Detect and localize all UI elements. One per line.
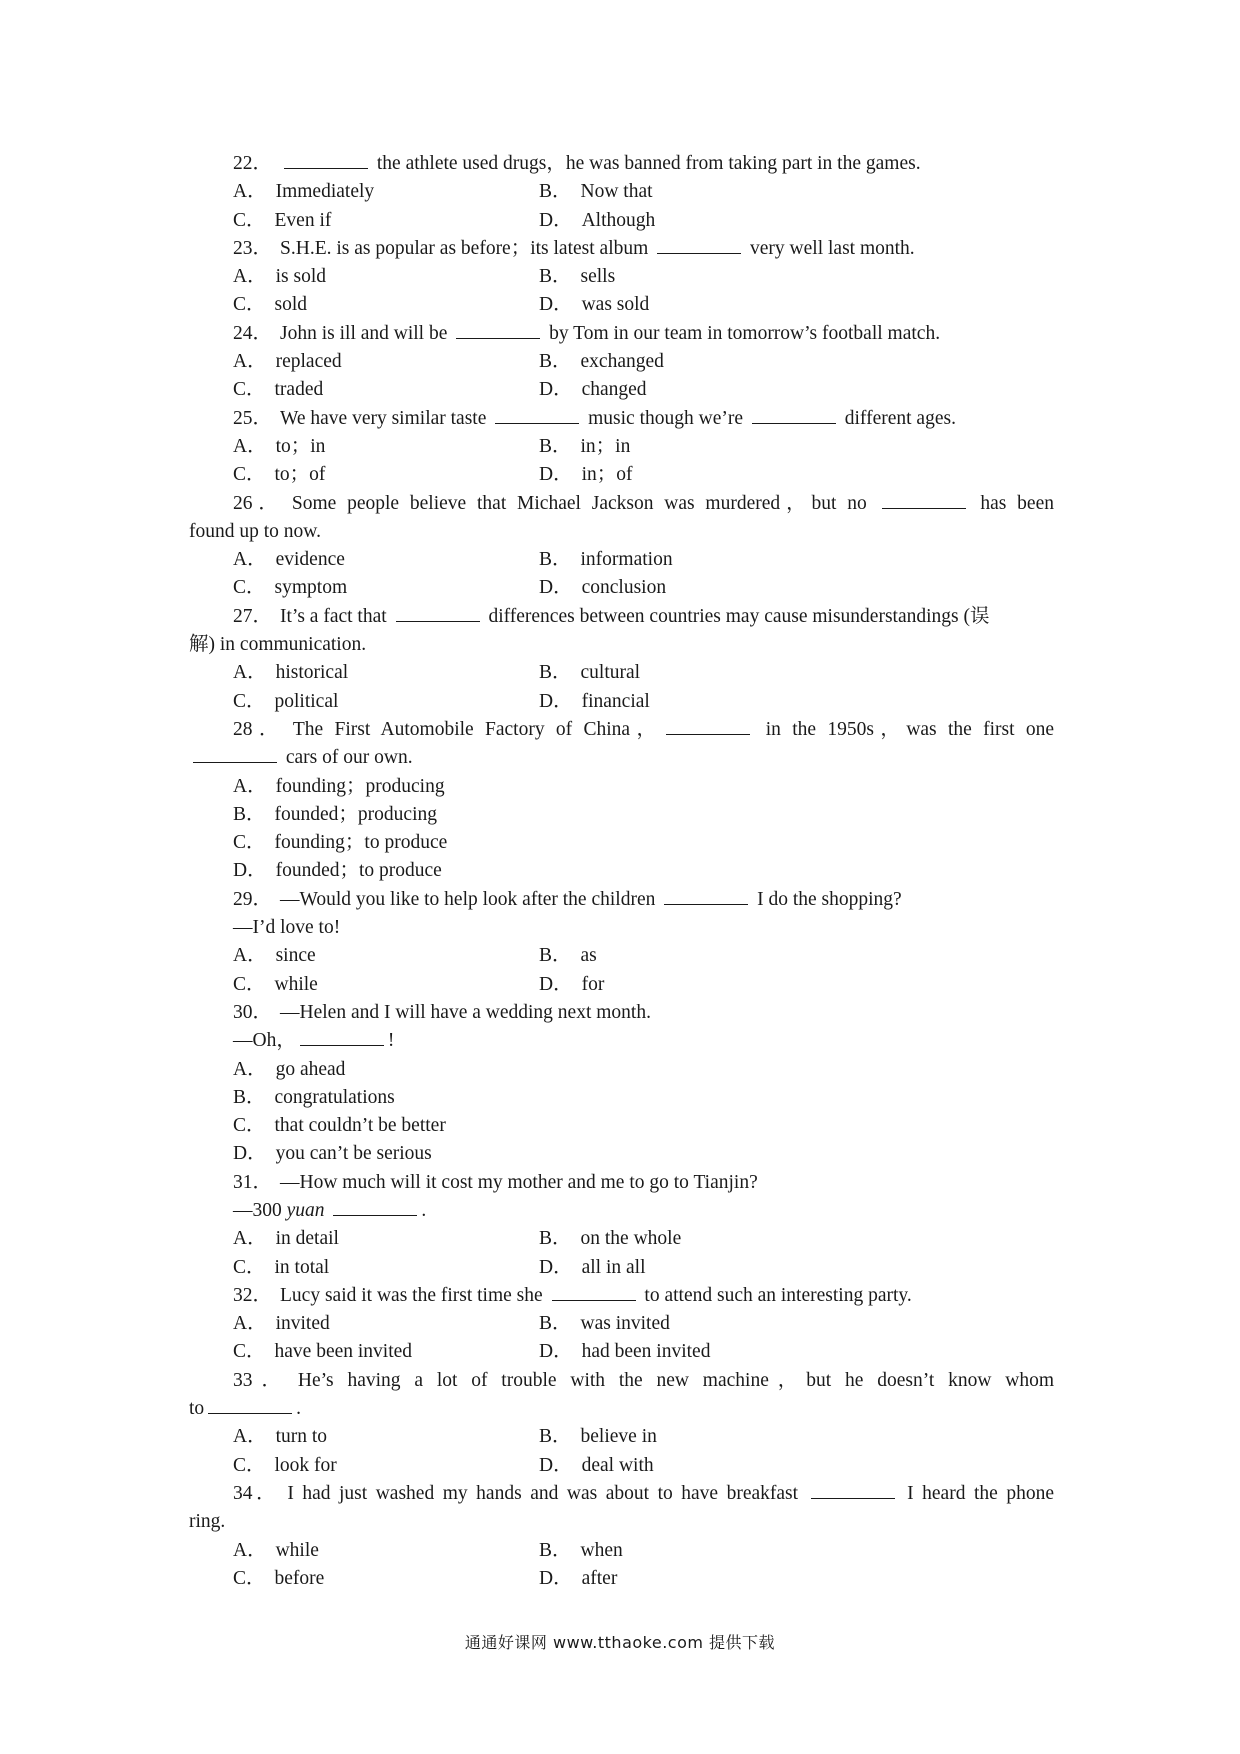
question-item — [189, 1367, 1054, 1480]
option-letter: A． — [233, 549, 267, 571]
answer-option — [189, 1084, 1054, 1112]
option-letter: C． — [233, 1115, 266, 1137]
question-stem-continuation — [189, 1508, 1054, 1536]
option-text: Now that — [580, 181, 653, 203]
option-letter: C． — [233, 1454, 266, 1476]
option-letter: D． — [539, 1256, 573, 1278]
stem-text: —Helen and I will have a wedding next month. — [280, 1001, 651, 1023]
stem-text: ring. — [189, 1511, 226, 1533]
option-letter: B． — [539, 435, 572, 457]
answer-blank — [396, 603, 480, 622]
answer-blank — [811, 1480, 895, 1499]
answer-option — [233, 1310, 539, 1338]
question-stem — [189, 716, 1054, 744]
answer-option — [233, 688, 539, 716]
option-letter: A． — [233, 351, 267, 373]
question-stem — [189, 235, 1054, 263]
option-text: all in all — [581, 1256, 646, 1278]
option-text: turn to — [275, 1426, 328, 1448]
option-text: conclusion — [581, 577, 667, 599]
answer-option — [189, 801, 1054, 829]
answer-option — [539, 546, 673, 574]
answer-option — [233, 1452, 539, 1480]
option-letter: B． — [539, 662, 572, 684]
option-letter: A． — [233, 1539, 267, 1561]
answer-option — [539, 178, 653, 206]
answer-option — [539, 659, 640, 687]
stem-text: Some people believe that Michael Jackson was murdered，but no — [291, 492, 878, 514]
option-letter: C． — [233, 1256, 266, 1278]
option-row — [189, 942, 1054, 970]
stem-text: music though we’re — [583, 407, 748, 429]
option-text: look for — [274, 1454, 337, 1476]
option-text: while — [275, 1539, 319, 1561]
stem-text: very well last month. — [745, 237, 915, 259]
option-row — [189, 1254, 1054, 1282]
answer-option — [233, 546, 539, 574]
question-stem — [189, 1282, 1054, 1310]
option-row — [189, 546, 1054, 574]
question-item — [189, 1480, 1054, 1593]
stem-text: —How much will it cost my mother and me to go to Tianjin? — [280, 1171, 758, 1193]
option-text: changed — [581, 379, 647, 401]
answer-option — [539, 1565, 617, 1593]
answer-option — [189, 1140, 1054, 1168]
stem-text: to attend such an interesting party. — [639, 1284, 912, 1306]
answer-option — [539, 1225, 681, 1253]
option-text: after — [581, 1567, 618, 1589]
answer-option — [233, 971, 539, 999]
option-letter: D． — [233, 860, 267, 882]
question-stem-continuation — [189, 631, 1054, 659]
answer-option — [233, 376, 539, 404]
answer-option — [233, 178, 539, 206]
option-row — [189, 1423, 1054, 1451]
stem-text: John is ill and will be — [280, 322, 453, 344]
option-text: cultural — [580, 662, 641, 684]
answer-blank — [208, 1395, 292, 1414]
stem-text: . — [421, 1199, 427, 1221]
question-number: 25． — [233, 407, 273, 429]
option-text: exchanged — [580, 351, 664, 373]
option-letter: A． — [233, 775, 267, 797]
option-letter: A． — [233, 1058, 267, 1080]
option-row — [189, 1537, 1054, 1565]
stem-text: in the 1950s，was the first one — [754, 718, 1054, 740]
option-letter: D． — [233, 1143, 267, 1165]
question-number: 29． — [233, 888, 273, 910]
italic-text: yuan — [286, 1199, 325, 1221]
question-number: 30． — [233, 1001, 273, 1023]
stem-text: S.H.E. is as popular as before；its latest album — [280, 237, 654, 259]
option-letter: C． — [233, 379, 266, 401]
answer-option — [233, 1225, 539, 1253]
option-letter: B． — [233, 803, 266, 825]
answer-option — [539, 207, 655, 235]
option-text: you can’t be serious — [275, 1143, 432, 1165]
question-stem — [189, 603, 1054, 631]
question-item — [189, 886, 1054, 999]
stem-text: It’s a fact that — [280, 605, 392, 627]
option-letter: A． — [233, 1313, 267, 1335]
answer-option — [233, 291, 539, 319]
stem-text: The First Automobile Factory of China， — [292, 718, 663, 740]
dialogue-reply — [189, 914, 1054, 942]
option-text: in；in — [580, 435, 631, 457]
answer-option — [539, 574, 666, 602]
option-text: in total — [274, 1256, 330, 1278]
option-row — [189, 971, 1054, 999]
question-stem — [189, 490, 1054, 518]
option-letter: B． — [233, 1086, 266, 1108]
option-letter: C． — [233, 294, 266, 316]
option-text: founded；to produce — [275, 860, 442, 882]
answer-option — [189, 1056, 1054, 1084]
option-text: was invited — [580, 1313, 670, 1335]
option-row — [189, 291, 1054, 319]
answer-option — [233, 348, 539, 376]
answer-blank — [300, 1027, 384, 1046]
answer-option — [539, 263, 615, 291]
option-letter: B． — [539, 945, 572, 967]
stem-text: 解) in communication. — [189, 634, 367, 656]
option-letter: D． — [539, 1567, 573, 1589]
question-item — [189, 320, 1054, 405]
option-letter: C． — [233, 973, 266, 995]
option-text: historical — [275, 662, 349, 684]
option-text: invited — [275, 1313, 330, 1335]
option-letter: D． — [539, 209, 573, 231]
answer-option — [233, 1423, 539, 1451]
option-letter: C． — [233, 832, 266, 854]
question-item — [189, 405, 1054, 490]
answer-option — [189, 1112, 1054, 1140]
question-stem — [189, 150, 1054, 178]
option-text: founding；to produce — [274, 832, 448, 854]
answer-blank — [495, 405, 579, 424]
answer-option — [539, 971, 604, 999]
option-row — [189, 1565, 1054, 1593]
option-text: Immediately — [275, 181, 375, 203]
option-text: financial — [581, 690, 650, 712]
answer-option — [233, 942, 539, 970]
option-text: political — [274, 690, 339, 712]
answer-option — [189, 773, 1054, 801]
answer-option — [539, 1423, 657, 1451]
option-text: when — [580, 1539, 623, 1561]
answer-option — [233, 263, 539, 291]
option-text: to；in — [275, 435, 326, 457]
answer-option — [233, 1565, 539, 1593]
answer-blank — [752, 405, 836, 424]
option-row — [189, 263, 1054, 291]
option-text: in detail — [275, 1228, 339, 1250]
option-text: as — [580, 945, 597, 967]
option-text: deal with — [581, 1454, 654, 1476]
option-letter: C． — [233, 464, 266, 486]
stem-text: differences between countries may cause misunderstandings (误 — [483, 605, 990, 627]
option-text: sold — [274, 294, 308, 316]
answer-option — [233, 1338, 539, 1366]
option-text: before — [274, 1567, 325, 1589]
question-number: 33． — [233, 1369, 290, 1391]
answer-option — [189, 829, 1054, 857]
option-letter: B． — [539, 549, 572, 571]
stem-text: Lucy said it was the first time she — [280, 1284, 548, 1306]
question-item — [189, 1282, 1054, 1367]
answer-option — [233, 574, 539, 602]
answer-option — [539, 1452, 654, 1480]
option-letter: B． — [539, 1313, 572, 1335]
answer-blank — [193, 744, 277, 763]
option-letter: A． — [233, 1228, 267, 1250]
option-row — [189, 1225, 1054, 1253]
option-row — [189, 688, 1054, 716]
answer-blank — [552, 1282, 636, 1301]
stem-text: —300 — [233, 1199, 287, 1221]
page-footer: 通通好课网 www.tthaoke.com 提供下载 — [464, 1633, 776, 1652]
question-number: 24． — [233, 322, 273, 344]
option-text: founded；producing — [274, 803, 437, 825]
option-text: traded — [274, 379, 324, 401]
answer-blank — [664, 886, 748, 905]
answer-option — [539, 688, 650, 716]
option-text: sells — [580, 266, 616, 288]
option-text: to；of — [274, 464, 326, 486]
question-list — [189, 150, 1054, 1593]
answer-option — [539, 433, 630, 461]
option-letter: C． — [233, 577, 266, 599]
option-text: Although — [581, 209, 656, 231]
option-letter: B． — [539, 1228, 572, 1250]
option-letter: D． — [539, 690, 573, 712]
answer-option — [539, 1537, 623, 1565]
answer-option — [539, 1310, 670, 1338]
dialogue-reply — [189, 1197, 1054, 1225]
stem-text: has been — [969, 492, 1054, 514]
question-stem — [189, 1367, 1054, 1395]
stem-text: —Would you like to help look after the children — [280, 888, 661, 910]
answer-option — [233, 207, 539, 235]
option-letter: A． — [233, 1426, 267, 1448]
option-row — [189, 178, 1054, 206]
answer-option — [233, 461, 539, 489]
stem-text — [325, 1200, 330, 1221]
option-text: on the whole — [580, 1228, 682, 1250]
stem-text: the athlete used drugs，he was banned from taking part in the games. — [372, 153, 921, 174]
stem-text: I heard the phone — [898, 1482, 1054, 1504]
answer-option — [233, 433, 539, 461]
option-letter: C． — [233, 209, 266, 231]
option-letter: A． — [233, 945, 267, 967]
option-text: was sold — [581, 294, 650, 316]
option-letter: D． — [539, 577, 573, 599]
option-row — [189, 574, 1054, 602]
option-text: that couldn’t be better — [274, 1115, 446, 1137]
option-letter: D． — [539, 973, 573, 995]
answer-option — [539, 942, 597, 970]
question-item — [189, 1169, 1054, 1282]
option-letter: D． — [539, 1454, 573, 1476]
question-stem — [189, 886, 1054, 914]
stem-text: different ages. — [839, 407, 956, 429]
answer-blank — [333, 1197, 417, 1216]
question-stem — [189, 405, 1054, 433]
question-item — [189, 716, 1054, 886]
question-number: 26． — [233, 492, 284, 514]
stem-text: to — [189, 1398, 205, 1420]
option-text: since — [275, 945, 316, 967]
option-text: go ahead — [275, 1058, 346, 1080]
option-text: is sold — [275, 266, 326, 288]
option-letter: B． — [539, 266, 572, 288]
option-letter: B． — [539, 181, 572, 203]
question-item — [189, 235, 1054, 320]
option-text: founding；producing — [275, 775, 445, 797]
option-row — [189, 461, 1054, 489]
option-row — [189, 1452, 1054, 1480]
option-text: in；of — [581, 464, 633, 486]
question-stem — [189, 999, 1054, 1027]
question-number: 27． — [233, 605, 273, 627]
stem-text: by Tom in our team in tomorrow’s football match. — [544, 322, 941, 344]
stem-text: I do the shopping? — [752, 888, 902, 910]
answer-option — [189, 857, 1054, 885]
question-stem — [189, 1480, 1054, 1508]
option-row — [189, 1338, 1054, 1366]
question-item — [189, 490, 1054, 603]
question-number: 28． — [233, 718, 285, 740]
question-number: 23． — [233, 237, 273, 259]
question-stem-continuation — [189, 518, 1054, 546]
answer-blank — [882, 490, 966, 509]
answer-option — [233, 659, 539, 687]
answer-option — [233, 1537, 539, 1565]
stem-text: . — [296, 1398, 302, 1420]
option-letter: D． — [539, 1341, 573, 1363]
option-text: for — [581, 973, 605, 995]
option-row — [189, 659, 1054, 687]
question-stem — [189, 1169, 1054, 1197]
option-text: evidence — [275, 549, 345, 571]
stem-text: ! — [387, 1030, 395, 1052]
option-letter: B． — [539, 1539, 572, 1561]
question-stem-continuation — [189, 744, 1054, 772]
question-number: 34． — [233, 1482, 280, 1504]
option-letter: D． — [539, 379, 573, 401]
question-item — [189, 603, 1054, 716]
question-number: 32． — [233, 1284, 273, 1306]
option-text: have been invited — [274, 1341, 413, 1363]
option-letter: B． — [539, 351, 572, 373]
question-stem-continuation — [189, 1395, 1054, 1423]
option-text: while — [274, 973, 318, 995]
option-row — [189, 348, 1054, 376]
answer-blank — [284, 150, 368, 169]
option-letter: A． — [233, 181, 267, 203]
answer-blank — [666, 716, 750, 735]
option-letter: C． — [233, 1341, 266, 1363]
dialogue-reply — [189, 1027, 1054, 1055]
option-letter: A． — [233, 435, 267, 457]
stem-text: cars of our own. — [281, 747, 413, 769]
stem-text: We have very similar taste — [280, 407, 492, 429]
stem-text: found up to now. — [189, 520, 321, 542]
question-stem — [189, 320, 1054, 348]
option-row — [189, 433, 1054, 461]
option-letter: C． — [233, 1567, 266, 1589]
question-item — [189, 150, 1054, 235]
answer-blank — [657, 235, 741, 254]
answer-option — [539, 376, 647, 404]
stem-text: —I’d love to! — [233, 917, 341, 939]
option-letter: C． — [233, 690, 266, 712]
question-number: 31． — [233, 1171, 273, 1193]
option-letter: D． — [539, 294, 573, 316]
option-text: symptom — [274, 577, 348, 599]
option-row — [189, 376, 1054, 404]
option-letter: A． — [233, 266, 267, 288]
answer-blank — [456, 320, 540, 339]
option-row — [189, 1310, 1054, 1338]
option-text: had been invited — [581, 1341, 711, 1363]
answer-option — [539, 1254, 646, 1282]
question-item — [189, 999, 1054, 1169]
option-row — [189, 207, 1054, 235]
stem-text: —Oh， — [233, 1030, 296, 1052]
stem-text: I had just washed my hands and was about to have breakfast — [287, 1482, 807, 1504]
option-text: Even if — [274, 209, 332, 231]
question-number: 22． — [233, 153, 273, 174]
option-letter: D． — [539, 464, 573, 486]
option-letter: A． — [233, 662, 267, 684]
option-text: believe in — [580, 1426, 657, 1448]
option-text: replaced — [275, 351, 342, 373]
option-text: information — [580, 549, 673, 571]
answer-option — [539, 348, 664, 376]
option-text: congratulations — [274, 1086, 395, 1108]
stem-text: He’s having a lot of trouble with the new machine，but he doesn’t know whom — [297, 1369, 1054, 1391]
answer-option — [539, 291, 649, 319]
answer-option — [539, 461, 633, 489]
option-letter: B． — [539, 1426, 572, 1448]
answer-option — [233, 1254, 539, 1282]
answer-option — [539, 1338, 710, 1366]
